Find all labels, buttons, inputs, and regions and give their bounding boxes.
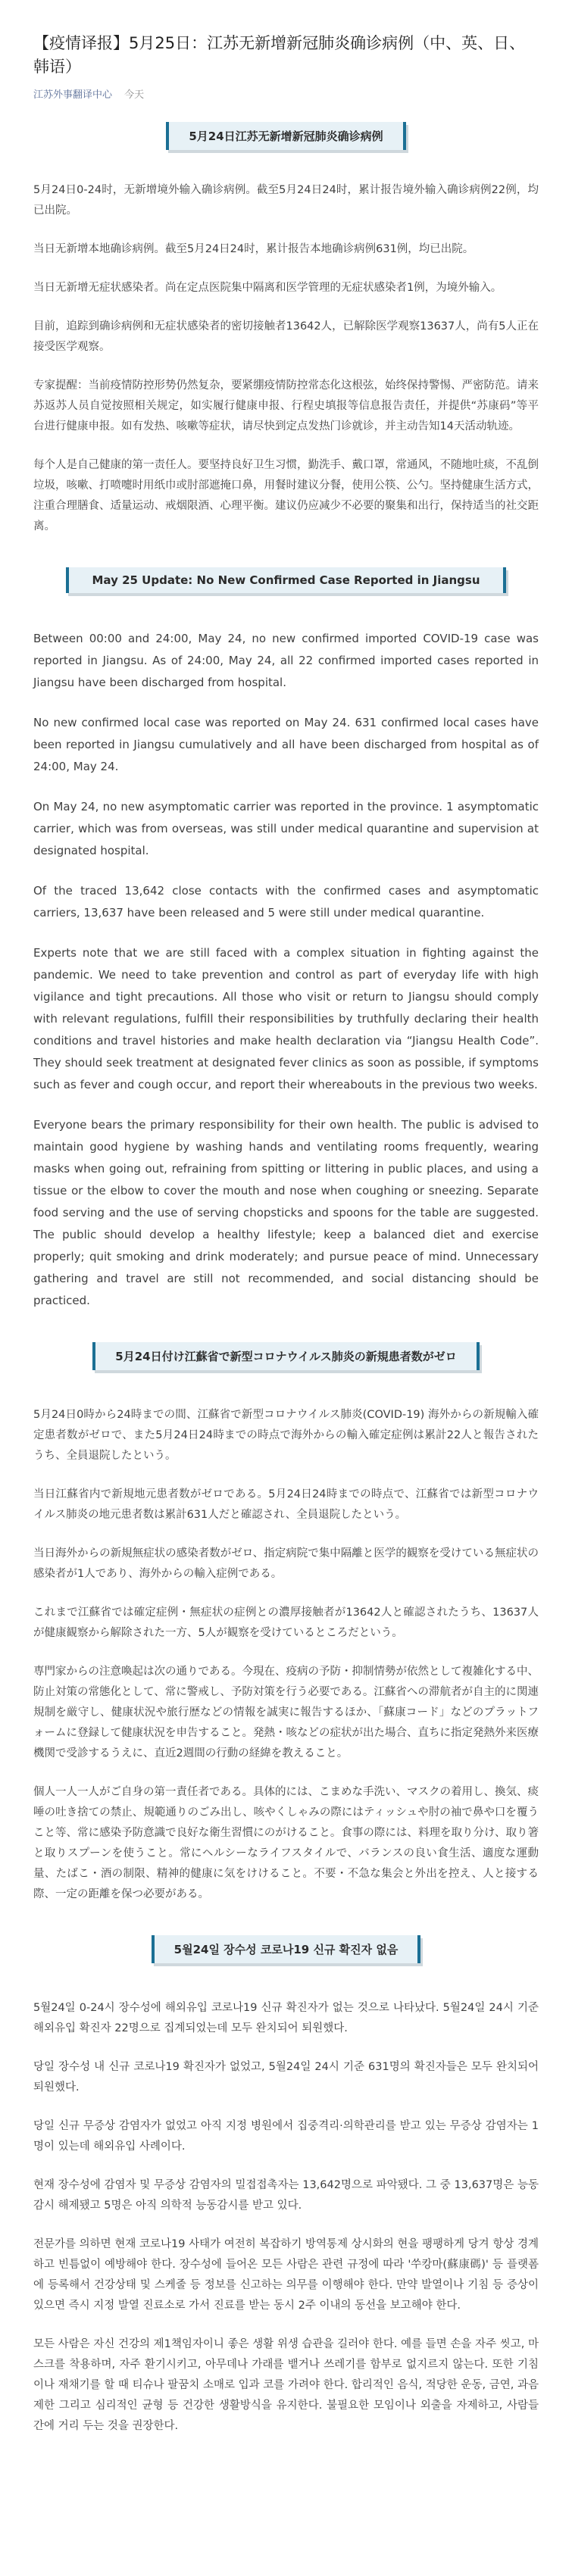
- paragraph: 当日无新增本地确诊病例。截至5月24日24时，累计报告本地确诊病例631例，均已出院。: [33, 243, 474, 255]
- section-japanese: [33, 1342, 539, 1905]
- paragraph: No new confirmed local case was reported on May 24. 631 confirmed local cases have been reported in Jiangsu cumulatively and all have been discharged from hospital as of 24:00, May 24.: [33, 716, 539, 773]
- paragraph: Everyone bears the primary responsibility for their own health. The public is advised to maintain good hygiene by washing hands and ventilating rooms frequently, wearing masks when going out, refraining from spitting or littering in public places, and using a tissue or the elbow to cover the mouth and nose when coughing or sneezing. Separate food serving and the use of serving chopsticks and spoons for the table are suggested. The public should develop a healthy lifestyle; keep a balanced diet and exercise properly; quit smoking and drink moderately; and pursue peace of mind. Unnecessary gathering and travel are still not recommended, and social distancing should be practiced.: [33, 1118, 539, 1307]
- paragraph: Experts note that we are still faced with a complex situation in fighting against the pandemic. We need to take prevention and control as part of everyday life with high vigilance and tight precautions. All those who visit or return to Jiangsu should comply with relevant regulations, fulfill their responsibilities by truthfully declaring their health conditions and travel histories and make health declaration via “Jiangsu Health Code”. They should seek treatment at designated fever clinics as soon as possible, if symptoms such as fever and cough occur, and report their whereabouts in the previous two weeks.: [33, 946, 539, 1091]
- paragraph: 5月24日0-24时，无新增境外输入确诊病例。截至5月24日24时，累计报告境外输入确诊病例22例，均已出院。: [33, 184, 539, 217]
- paragraph: Of the traced 13,642 close contacts with the confirmed cases and asymptomatic carriers, 13,637 have been released and 5 were still under medical quarantine.: [33, 884, 539, 920]
- section-english: [33, 567, 539, 1312]
- paragraph: 전문가를 의하면 현재 코로나19 사태가 여전히 복잡하기 방역통제 상시화의 현을 팽팽하게 당겨 항상 경계하고 빈틈없이 예방해야 한다. 장수성에 들어온 모든 사람은 관련 규정에 따라 '쑤캉마(蘇康碼)' 등 플랫폼에 등록해서 건강상태 및 스케줄 등 정보를 신고하는 의무를 이행해야 한다. 만약 발열이나 기침 등 증상이 있으면 즉시 지정 발열 진료소로 가서 진료를 받는 동시 2주 이내의 동선을 보고해야 한다.: [33, 2238, 539, 2312]
- paragraph: 每个人是自己健康的第一责任人。要坚持良好卫生习惯，勤洗手、戴口罩，常通风，不随地吐痰，不乱倒垃圾，咳嗽、打喷嚏时用纸巾或肘部遮掩口鼻，用餐时建议分餐，使用公筷、公勺。坚持健康生活方式，注重合理膳食、适量运动、戒烟限酒、心理平衡。建议仍应减少不必要的聚集和出行，保持适当的社交距离。: [33, 459, 539, 532]
- paragraph: 当日海外からの新規無症状の感染者数がゼロ、指定病院で集中隔離と医学的観察を受けている無症状の感染者が1人であり、海外からの輸入症例である。: [33, 1547, 539, 1580]
- publish-date: 今天: [124, 89, 145, 101]
- paragraph: 当日无新增无症状感染者。尚在定点医院集中隔离和医学管理的无症状感染者1例，为境外输入。: [33, 282, 502, 294]
- paragraph: 当日江蘇省内で新規地元患者数がゼロである。5月24日24時までの時点で、江蘇省では新型コロナウイルス肺炎の地元患者数は累計631人だと確認され、全員退院したという。: [33, 1488, 539, 1521]
- paragraph: 5월24일 0-24시 장수성에 해외유입 코로나19 신규 확진자가 없는 것으로 나타났다. 5월24일 24시 기준 해외유입 확진자 22명으로 집계되었는데 모두 완치되어 퇴원했다.: [33, 2002, 539, 2034]
- paragraph: 個人一人一人がご自身の第一責任者である。具体的には、こまめな手洗い、マスクの着用し、換気、痰唾の吐き捨ての禁止、規範通りのごみ出し、咳やくしゃみの際にはティッシュや肘の袖で鼻や口を覆うこと等、常に感染予防意識で良好な衛生習慣にのがけること。食事の際には、料理を取り分け、取り箸と取りスプーンを使うこと。常にヘルシーなライフスタイルで、バランスの良い食生活、適度な運動量、たばこ・酒の制限、精神的健康に気をけけること。不要・不急な集会と外出を控え、人と接する際、一定の距離を保つ必要がある。: [33, 1786, 539, 1900]
- paragraph: 모든 사람은 자신 건강의 제1책임자이니 좋은 생활 위생 습관을 길러야 한다. 예를 들면 손을 자주 씻고, 마스크를 착용하며, 자주 환기시키고, 아무데나 가래를 뱉거나 쓰레기를 함부로 없지르지 않는다. 또한 기침이나 재채기를 할 때 티슈나 팔꿈치 소매로 입과 코를 가려야 한다. 합리적인 음식, 적당한 운동, 금연, 과음 제한 그리고 심리적인 균형 등 건강한 생활방식을 유지한다. 불필요한 모임이나 외출을 자제하고, 사람들 간에 거리 두는 것을 권장한다.: [33, 2338, 539, 2432]
- paragraph: 당일 장수성 내 신규 코로나19 확진자가 없었고, 5월24일 24시 기준 631명의 확진자들은 모두 완치되어 퇴원했다.: [33, 2061, 539, 2094]
- article-title: 【疫情译报】5月25日：江苏无新增新冠肺炎确诊病例（中、英、日、韩语）: [33, 34, 526, 76]
- paragraph: Between 00:00 and 24:00, May 24, no new confirmed imported COVID-19 case was reported in Jiangsu. As of 24:00, May 24, all 22 confirmed imported cases reported in Jiangsu have been discharged from hospital.: [33, 632, 539, 689]
- section-heading: 5월24일 장수성 코로나19 신규 확진자 없음: [152, 1935, 421, 1963]
- section-chinese: [33, 122, 539, 537]
- paragraph: 専門家からの注意喚起は次の通りである。今現在、疫病の予防・抑制情勢が依然として複雑化する中、防止対策の常態化として、常に警戒し、予防対策を行う必要である。江蘇省への滞航者が自主的に関連規制を厳守し、健康状況や旅行歴などの情報を誠実に報告するほか、「蘇康コード」などのプラットフォームに登録して健康状況を申告すること。発熱・咳などの症状が出た場合、直ちに指定発熱外来医療機関で受診するうえに、直近2週間の行動の経緯を教えること。: [33, 1666, 539, 1759]
- article-meta: [33, 86, 539, 101]
- paragraph: 专家提醒：当前疫情防控形势仍然复杂，要紧绷疫情防控常态化这根弦，始终保持警惕、严密防范。请来苏返苏人员自觉按照相关规定，如实履行健康申报、行程史填报等信息报告责任，并提供“苏康码”等平台进行健康申报。如有发热、咳嗽等症状，请尽快到定点发热门诊就诊，并主动告知14天活动轨迹。: [33, 379, 539, 432]
- section-korean: [33, 1935, 539, 2437]
- section-heading: May 25 Update: No New Confirmed Case Reported in Jiangsu: [66, 567, 505, 593]
- account-name-link[interactable]: 江苏外事翻译中心: [33, 89, 113, 101]
- paragraph: 당일 신규 무증상 감염자가 없었고 아직 지정 병원에서 집중격리·의학관리를 받고 있는 무증상 감염자는 1명이 있는데 해외유입 사례이다.: [33, 2120, 539, 2153]
- paragraph: これまで江蘇省では確定症例・無症状の症例との濃厚接触者が13642人と確認されたうち、13637人が健康観察から解除された一方、5人が観察を受けているところだという。: [33, 1606, 539, 1639]
- section-heading: 5月24日江苏无新增新冠肺炎确诊病例: [166, 122, 405, 150]
- paragraph: On May 24, no new asymptomatic carrier was reported in the province. 1 asymptomatic carrier, which was from overseas, was still under medical quarantine and supervision at designated hospital.: [33, 800, 539, 857]
- section-heading: 5月24日付け江蘇省で新型コロナウイルス肺炎の新規患者数がゼロ: [92, 1342, 479, 1370]
- paragraph: 5月24日0時から24時までの間、江蘇省で新型コロナウイルス肺炎(COVID-19) 海外からの新規輸入確定患者数がゼロで、また5月24日24時までの時点で海外からの輸入確定症例は累計22人と報告されたうち、全員退院したという。: [33, 1409, 539, 1462]
- paragraph: 目前，追踪到确诊病例和无症状感染者的密切接触者13642人，已解除医学观察13637人，尚有5人正在接受医学观察。: [33, 320, 539, 353]
- paragraph: 현재 장수성에 감염자 및 무증상 감염자의 밀접접촉자는 13,642명으로 파악됐다. 그 중 13,637명은 능동감시 해제됐고 5명은 아직 의학적 능동감시를 받고 있다.: [33, 2179, 539, 2212]
